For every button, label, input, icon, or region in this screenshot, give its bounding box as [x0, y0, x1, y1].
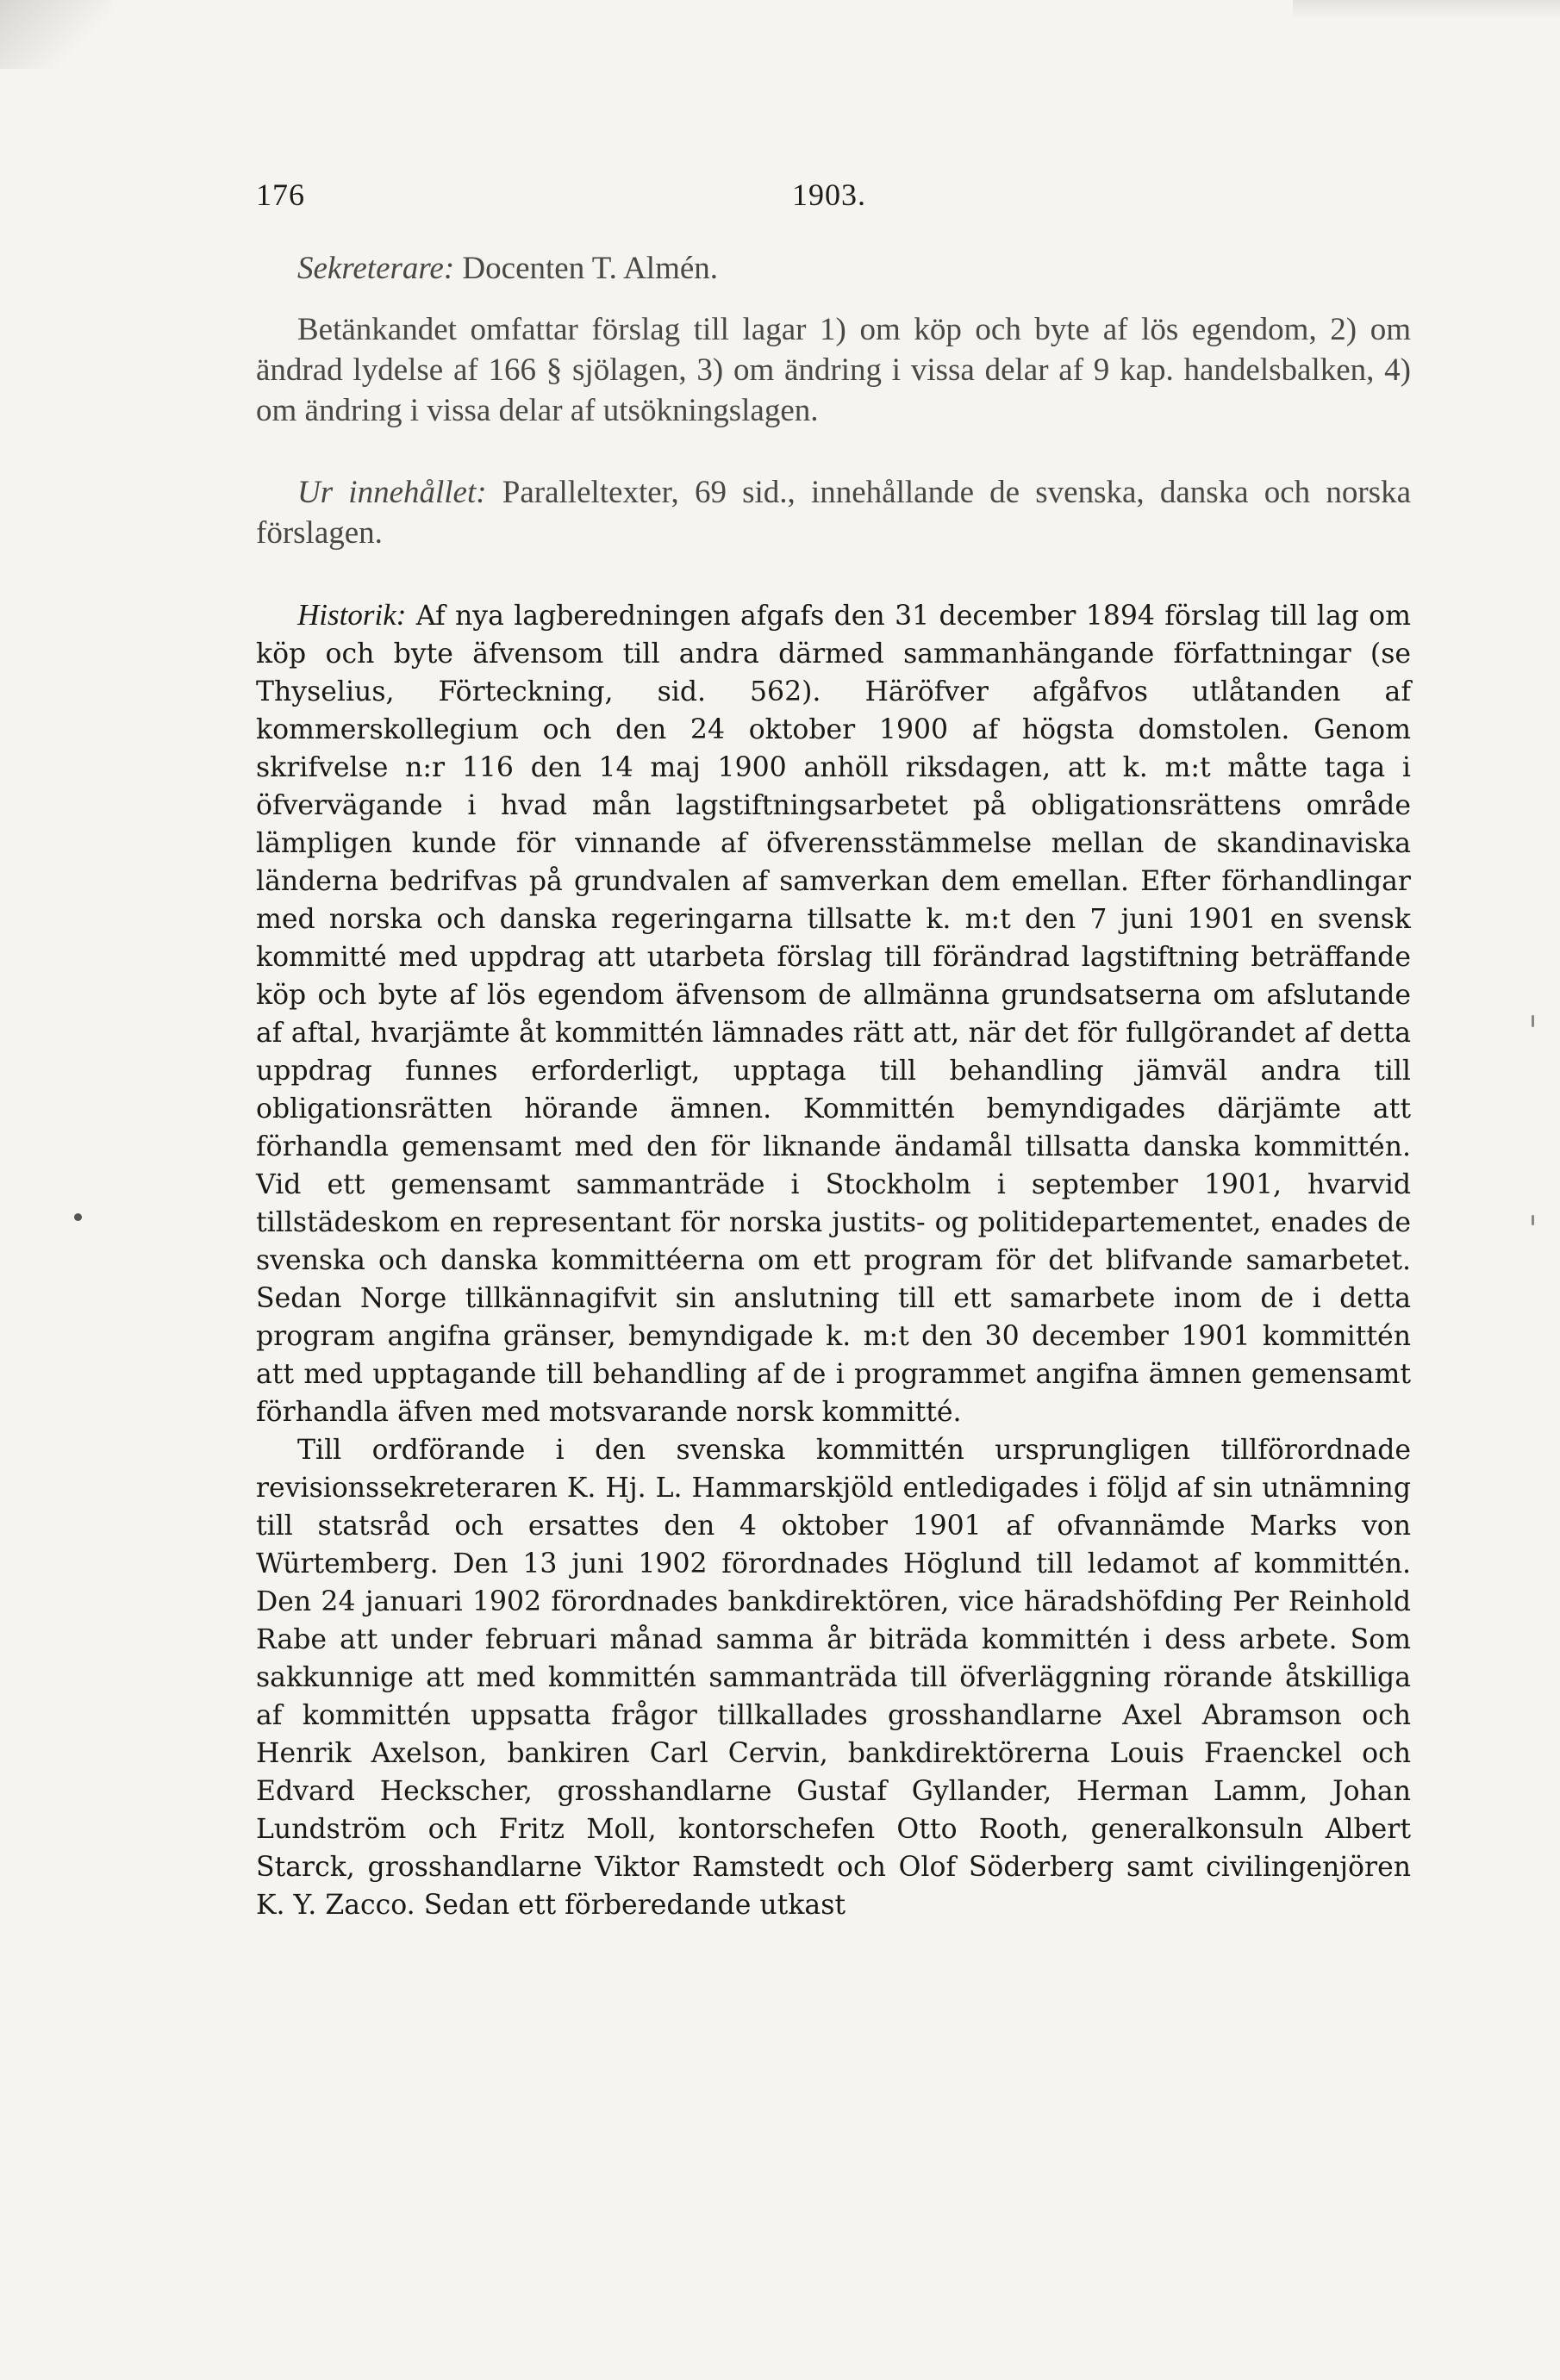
secretary-text: Docenten T. Almén.	[454, 251, 719, 286]
historik-text-1: Af nya lagberedningen afgafs den 31 december 1894 förslag till lag om köp och byte äfvensom till andra därmed sammanhängande författningar (se Thyselius, Förteckning, sid. 562). Häröfver afgåfvos utlåtanden af kommerskollegium och den 24 oktober 1900 af högsta domstolen. Genom skrifvelse n:r 116 den 14 maj 1900 anhöll riksdagen, att k. m:t måtte taga i öfvervägande i hvad mån lagstiftningsarbetet på obligationsrättens område lämpligen kunde för vinnande af öfverensstämmelse mellan de skandinaviska länderna bedrifvas på grundvalen af samverkan dem emellan. Efter förhandlingar med norska och danska regeringarna tillsatte k. m:t den 7 juni 1901 en svensk kommitté med uppdrag att utarbeta förslag till förändrad lagstiftning beträffande köp och byte af lös egendom äfvensom de allmänna grundsatserna om afslutande af aftal, hvarjämte åt kommittén lämnades rätt att, när det för fullgörandet af detta uppdrag funnes erforderligt, upptaga till behandling jämväl andra till obligationsrätten hörande ämnen. Kommittén bemyndigades därjämte att förhandla gemensamt med den för liknande ändamål tillsatta danska kommittén. Vid ett gemensamt sammanträde i Stockholm i september 1901, hvarvid tillstädeskom en representant för norska justits- og politidepartementet, enades de svenska och danska kommittéerna om ett program för det blifvande samarbetet. Sedan Norge tillkännagifvit sin anslutning till ett samarbete inom de i detta program angifna gränser, bemyndigade k. m:t den 30 december 1901 kommittén att med upptagande till behandling af de i programmet angifna ämnen gemensamt förhandla äfven med motsvarande norsk kommitté.	[256, 601, 1411, 1428]
scan-edge-shadow	[1293, 0, 1560, 19]
scan-corner-shadow	[0, 0, 112, 69]
report-summary	[256, 309, 1411, 431]
secretary-label: Sekreterare:	[297, 251, 455, 286]
header-year: 1903.	[792, 178, 866, 212]
historik-paragraph-1	[256, 596, 1411, 1431]
page-number: 176	[256, 178, 305, 212]
historik-paragraph-2: Till ordförande i den svenska kommittén ursprungligen tillförordnade revisionssekreteraren K. Hj. L. Hammarskjöld entledigades i följd af sin utnämning till statsråd och ersattes den 4 oktober 1901 af ofvannämde Marks von Würtemberg. Den 13 juni 1902 förordnades Höglund till ledamot af kommittén. Den 24 januari 1902 förordnades bankdirektören, vice häradshöfding Per Reinhold Rabe att under februari månad samma år biträda kommittén i dess arbete. Som sakkunnige att med kommittén sammanträda till öfverläggning rörande åtskilliga af kommittén uppsatta frågor tillkallades grosshandlarne Axel Abramson och Henrik Axelson, bankiren Carl Cervin, bankdirektörerna Louis Fraenckel och Edvard Heckscher, grosshandlarne Gustaf Gyllander, Herman Lamm, Johan Lundström och Fritz Moll, kontorschefen Otto Rooth, generalkonsuln Albert Starck, grosshandlarne Viktor Ramstedt och Olof Söderberg samt civilingenjören K. Y. Zacco. Sedan ett förberedande utkast	[256, 1435, 1411, 1921]
contents-text: Paralleltexter, 69 sid., innehållande de svenska, danska och norska förslagen.	[256, 475, 1411, 551]
running-header	[256, 177, 1411, 220]
contents-note	[256, 472, 1411, 553]
secretary-line	[256, 248, 1411, 289]
scan-speck	[74, 1213, 82, 1221]
scan-speck	[1532, 1215, 1534, 1225]
report-text: Betänkandet omfattar förslag till lagar 1) om köp och byte af lös egendom, 2) om ändrad lydelse af 166 § sjölagen, 3) om ändring i vissa delar af 9 kap. handelsbalken, 4) om ändring i vissa delar af utsökningslagen.	[256, 312, 1411, 428]
historik-section	[256, 596, 1411, 1924]
contents-label: Ur innehållet:	[297, 475, 487, 510]
historik-label: Historik:	[297, 598, 407, 632]
scan-speck	[1532, 1015, 1534, 1027]
